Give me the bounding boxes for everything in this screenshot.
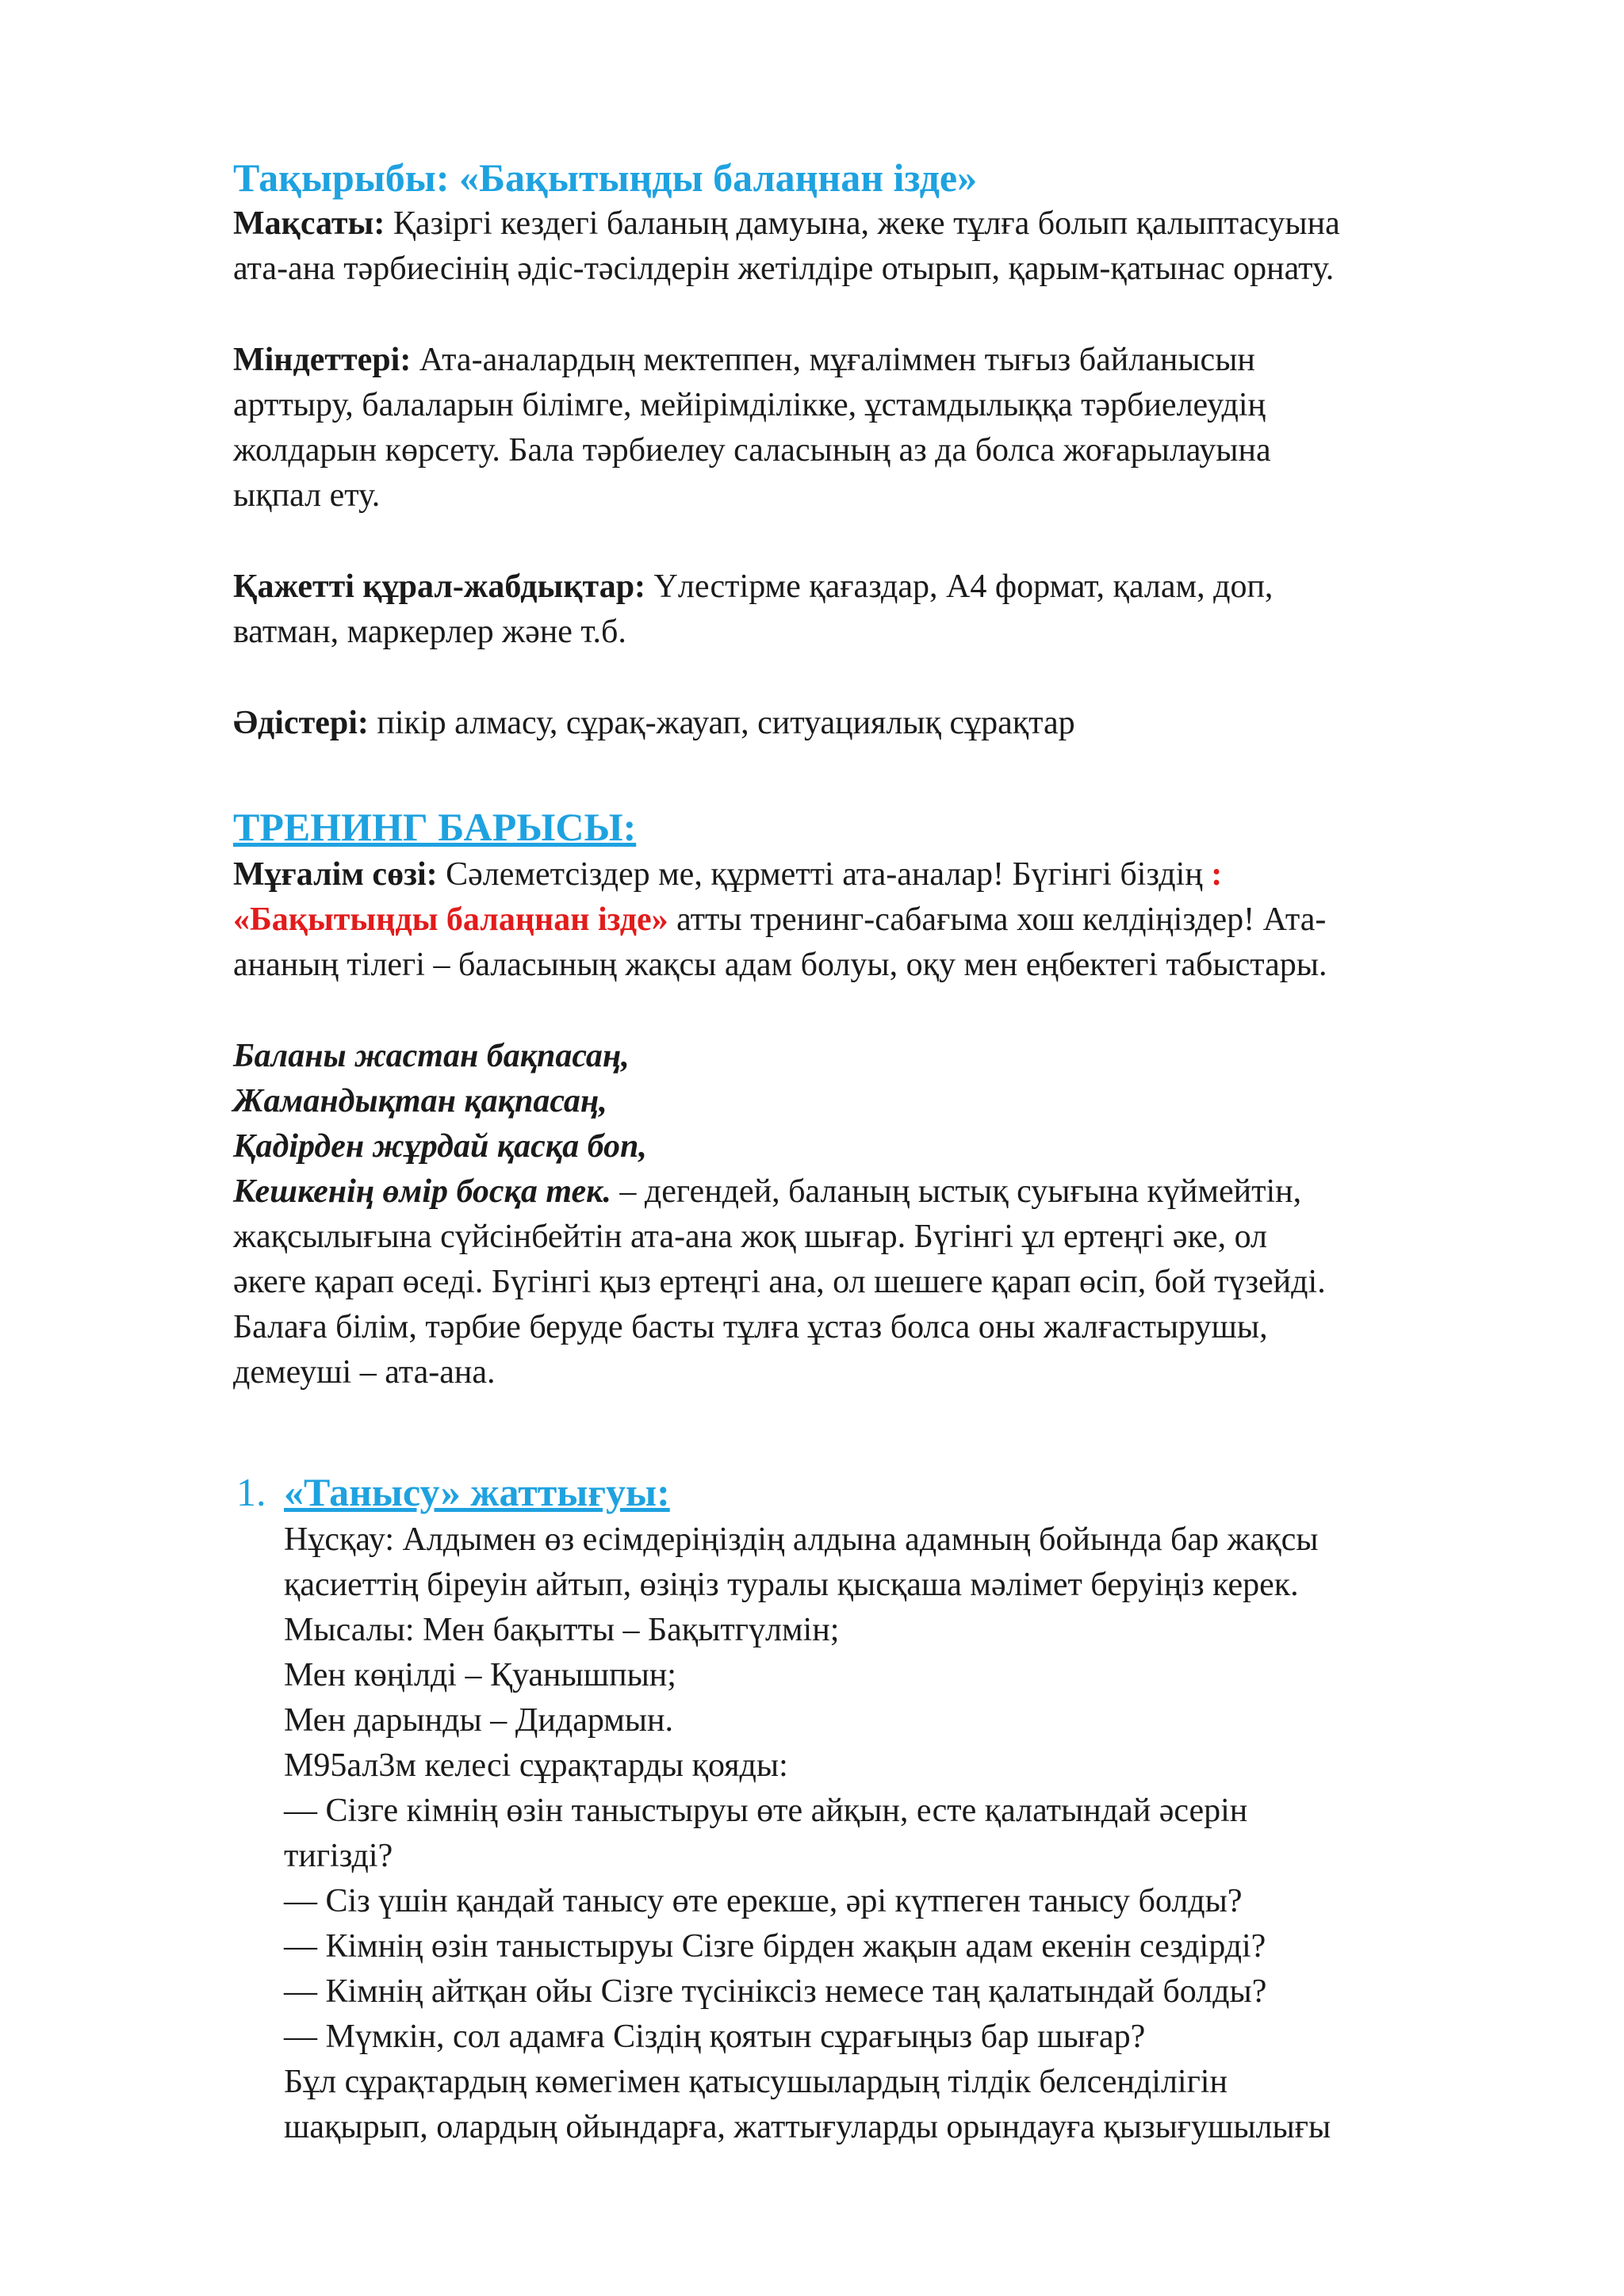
teacher-text-2: атты тренинг-сабағыма хош келдіңіздер! Ата- (668, 901, 1327, 938)
teacher-line-3: ананың тілегі – баласының жақсы адам болуы, оқу мен еңбектегі табыстары. (233, 947, 1327, 983)
topic-quote: «Бақытыңды балаңнан ізде» (233, 901, 668, 938)
exercise-line: — Мүмкін, сол адамға Сіздің қоятын сұрағыңыз бар шығар? (284, 2019, 1146, 2055)
tasks-line-2: арттыру, балаларын білімге, мейірімділікке, ұстамдылыққа тәрбиелеудің (233, 387, 1266, 423)
tools-line-2: ватман, маркерлер және т.б. (233, 614, 626, 650)
goal-line-2: ата-ана тәрбиесінің әдіс-тәсілдерін жетілдіре отырып, қарым-қатынас орнату. (233, 251, 1335, 287)
methods-text: пікір алмасу, сұрақ-жауап, ситуациялық сұрақтар (368, 705, 1075, 741)
tools-line-1 (233, 564, 1505, 610)
poem-line-8: демеуші – ата-ана. (233, 1354, 496, 1391)
poem-line-5: жақсылығына сүйсінбейтін ата-ана жоқ шығар. Бүгінгі ұл ертеңгі әке, ол (233, 1219, 1267, 1255)
goal-line-1 (233, 201, 1505, 247)
poem-line-3: Қадірден жұрдай қасқа боп, (233, 1128, 647, 1165)
methods-line (233, 701, 1505, 746)
exercise-line: қасиеттің біреуін айтып, өзіңіз туралы қысқаша мәлімет беруіңіз керек. (284, 1567, 1299, 1603)
methods-label: Әдістері: (233, 705, 369, 741)
tools-label: Қажетті құрал-жабдықтар: (233, 568, 646, 605)
poem-line-4 (233, 1169, 1505, 1215)
exercise-number: 1. (236, 1470, 266, 1514)
exercise-line: Мен дарынды – Дидармын. (284, 1702, 673, 1739)
exercise-heading (236, 1467, 1505, 1517)
teacher-colon: : (1211, 856, 1223, 893)
poem-line-1: Баланы жастан бақпасаң, (233, 1038, 630, 1074)
training-section-title: ТРЕНИНГ БАРЫСЫ: (233, 805, 637, 849)
poem-line-4-italic: Кешкенің өмір босқа тек. (233, 1173, 611, 1210)
teacher-line-1 (233, 852, 1505, 897)
poem-line-4-rest: – дегендей, баланың ыстық суығына күймейтін, (611, 1173, 1302, 1210)
exercise-line: тигізді? (284, 1838, 393, 1874)
teacher-text-1: Сәлеметсіздер ме, құрметті ата-аналар! Бүгінгі біздің (437, 856, 1212, 893)
exercise-line: Бұл сұрақтардың көмегімен қатысушылардың тілдік белсенділігін (284, 2064, 1228, 2100)
exercise-list (236, 1467, 1505, 2150)
goal-text-1: Қазіргі кездегі баланың дамуына, жеке тұлға болып қалыптасуына (385, 205, 1340, 242)
goal-label: Мақсаты: (233, 205, 385, 242)
exercise-line: Нұсқау: Алдымен өз есімдеріңіздің алдына адамның бойында бар жақсы (284, 1521, 1319, 1558)
tasks-line-4: ықпал ету. (233, 477, 381, 514)
exercise-line: — Сізге кімнің өзін таныстыруы өте айқын, есте қалатындай әсерін (284, 1793, 1248, 1829)
teacher-line-2 (233, 897, 1505, 943)
teacher-label: Мұғалім сөзі: (233, 856, 438, 893)
exercise-title: «Танысу» жаттығуы: (284, 1470, 670, 1514)
tasks-label: Міндеттері: (233, 342, 412, 378)
tasks-line-1 (233, 338, 1505, 383)
exercise-line: Мен көңілді – Қуанышпын; (284, 1657, 676, 1693)
tools-text-1: Үлестірме қағаздар, А4 формат, қалам, доп, (645, 568, 1274, 605)
poem-line-7: Балаға білім, тәрбие беруде басты тұлға ұстаз болса оны жалғастырушы, (233, 1309, 1268, 1345)
page-title: Тақырыбы: «Бақытыңды балаңнан ізде» (233, 155, 978, 200)
tasks-text-1: Ата-аналардың мектеппен, мұғаліммен тығыз байланысын (411, 342, 1255, 378)
exercise-line: — Кімнің өзін таныстыруы Сізге бірден жақын адам екенін сездірді? (284, 1928, 1266, 1965)
exercise-line: — Кімнің айтқан ойы Сізге түсініксіз немесе таң қалатындай болды? (284, 1973, 1267, 2010)
exercise-line: Мысалы: Мен бақытты – Бақытгүлмін; (284, 1612, 840, 1648)
tasks-line-3: жолдарын көрсету. Бала тәрбиелеу саласының аз да болса жоғарылауына (233, 432, 1271, 469)
exercise-line: — Сіз үшін қандай танысу өте ерекше, әрі күтпеген танысу болды? (284, 1883, 1243, 1919)
poem-line-2: Жамандықтан қақпасаң, (233, 1083, 607, 1119)
exercise-line: шақырып, олардың ойындарға, жаттығуларды орындауға қызығушылығы (284, 2109, 1331, 2145)
poem-line-6: әкеге қарап өседі. Бүгінгі қыз ертеңгі ана, ол шешеге қарап өсіп, бой түзейді. (233, 1264, 1326, 1300)
exercise-line: М95ал3м келесі сұрақтарды қояды: (284, 1747, 788, 1784)
